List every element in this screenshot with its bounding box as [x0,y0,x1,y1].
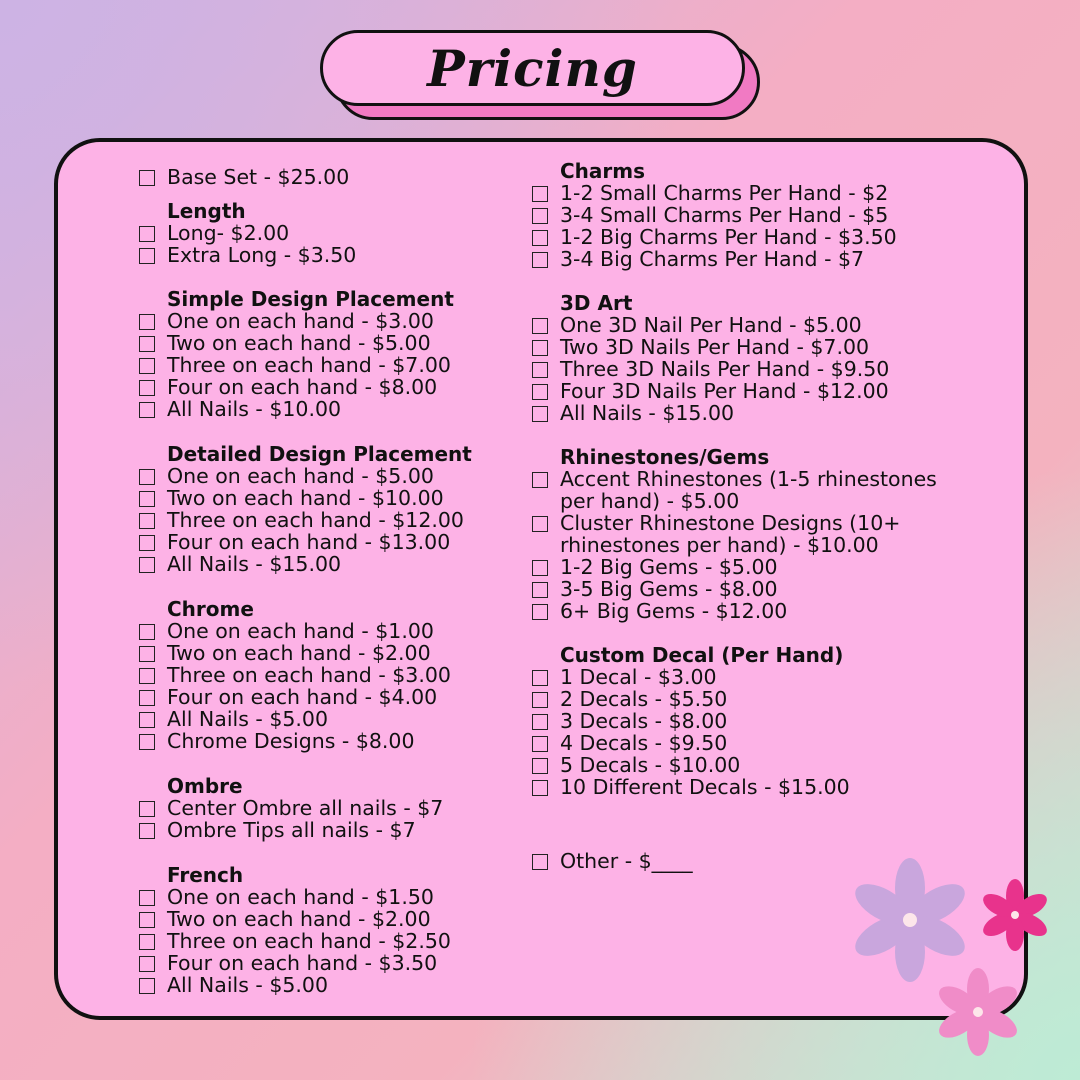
section-chrome [137,598,507,752]
item-label: Four on each hand - $4.00 [167,685,438,709]
checklist-item[interactable] [530,512,950,556]
checklist-item[interactable] [137,642,507,664]
item-label: Four on each hand - $3.50 [167,951,438,975]
checkbox[interactable] [532,318,548,334]
item-label: Base Set - $25.00 [167,165,350,189]
item-label: Chrome Designs - $8.00 [167,729,415,753]
checklist-item[interactable] [137,974,507,996]
checklist-item[interactable] [137,886,507,908]
item-label: 3-5 Big Gems - $8.00 [560,577,778,601]
checklist-item[interactable] [137,952,507,974]
item-label: Three on each hand - $2.50 [167,929,451,953]
checkbox[interactable] [532,230,548,246]
checkbox[interactable] [139,956,155,972]
checkbox[interactable] [139,734,155,750]
checklist-item[interactable] [137,244,507,266]
checkbox[interactable] [139,402,155,418]
checklist-item[interactable] [137,553,507,575]
section-detailed-design-placement [137,443,507,575]
item-label: 1 Decal - $3.00 [560,665,717,689]
item-label: Other - $____ [560,849,693,873]
item-label: All Nails - $5.00 [167,973,329,997]
item-label: All Nails - $15.00 [560,401,735,425]
item-label: Three 3D Nails Per Hand - $9.50 [560,357,890,381]
checkbox[interactable] [139,934,155,950]
section-3d-art [530,292,950,424]
section-heading: Length [167,199,246,223]
checkbox[interactable] [139,978,155,994]
checkbox[interactable] [532,758,548,774]
checklist-item[interactable] [137,708,507,730]
section-charms [530,160,950,270]
checklist-item[interactable] [137,620,507,642]
section-heading: Ombre [167,774,243,798]
checkbox[interactable] [532,736,548,752]
checklist-item[interactable] [137,509,507,531]
section-length [137,200,507,266]
checklist-item[interactable] [530,754,950,776]
checkbox[interactable] [532,252,548,268]
item-label: 1-2 Big Charms Per Hand - $3.50 [560,225,897,249]
flower-magenta [978,878,1052,952]
item-label: 5 Decals - $10.00 [560,753,741,777]
flower-lavender [848,858,972,982]
left-sections [137,200,507,996]
checklist-item[interactable] [530,776,950,798]
item-label: 4 Decals - $9.50 [560,731,728,755]
checkbox[interactable] [532,582,548,598]
checkbox[interactable] [532,362,548,378]
checkbox[interactable] [139,823,155,839]
checklist-item[interactable] [137,222,507,244]
item-label: Three on each hand - $3.00 [167,663,451,687]
right-sections [530,160,950,798]
checkbox[interactable] [532,604,548,620]
checkbox[interactable] [532,854,548,870]
checkbox[interactable] [139,890,155,906]
section-heading: Charms [560,159,646,183]
left-column [137,166,507,996]
checklist-item[interactable] [530,226,950,248]
checkbox[interactable] [139,170,155,186]
checklist-item[interactable] [530,248,950,270]
item-label: Long- $2.00 [167,221,290,245]
checklist-item[interactable] [530,380,950,402]
flower-pink [932,966,1024,1058]
item-label: 10 Different Decals - $15.00 [560,775,850,799]
item-label: Two on each hand - $5.00 [167,331,431,355]
checklist-item[interactable] [137,332,507,354]
item-label: All Nails - $10.00 [167,397,342,421]
checkbox[interactable] [532,714,548,730]
section-heading: 3D Art [560,291,633,315]
checkbox[interactable] [139,358,155,374]
checkbox[interactable] [139,557,155,573]
checklist-item[interactable] [530,182,950,204]
checklist-item[interactable] [137,531,507,553]
item-label: Three on each hand - $7.00 [167,353,451,377]
section-french [137,864,507,996]
section-heading: Chrome [167,597,254,621]
item-label: Extra Long - $3.50 [167,243,357,267]
checkbox[interactable] [532,384,548,400]
checklist-item[interactable] [137,310,507,332]
section-ombre [137,775,507,841]
item-label: 2 Decals - $5.50 [560,687,728,711]
checklist-item[interactable] [530,204,950,226]
checkbox[interactable] [139,248,155,264]
checkbox[interactable] [532,560,548,576]
section-heading: Rhinestones/Gems [560,445,770,469]
checkbox[interactable] [532,406,548,422]
checklist-item[interactable] [137,376,507,398]
checkbox[interactable] [139,646,155,662]
item-label: Accent Rhinestones (1-5 rhinestones per hand) - $5.00 [560,467,937,513]
section-heading: French [167,863,244,887]
item-label: Four 3D Nails Per Hand - $12.00 [560,379,889,403]
checkbox[interactable] [139,690,155,706]
item-label: Two on each hand - $2.00 [167,641,431,665]
checklist-item[interactable] [530,336,950,358]
checkbox[interactable] [139,801,155,817]
item-label: Two on each hand - $2.00 [167,907,431,931]
checklist-item[interactable] [530,402,950,424]
checkbox[interactable] [139,513,155,529]
item-label: 3 Decals - $8.00 [560,709,728,733]
checklist-item[interactable] [530,358,950,380]
checklist-item[interactable] [530,314,950,336]
checkbox[interactable] [139,336,155,352]
item-label: One on each hand - $1.00 [167,619,434,643]
item-label: Four on each hand - $13.00 [167,530,451,554]
checkbox[interactable] [139,469,155,485]
section-heading: Custom Decal (Per Hand) [560,643,844,667]
item-label: Two on each hand - $10.00 [167,486,444,510]
checklist-item[interactable] [137,664,507,686]
item-label: One on each hand - $5.00 [167,464,434,488]
checklist-item[interactable] [137,354,507,376]
item-label: Center Ombre all nails - $7 [167,796,444,820]
checklist-item[interactable] [137,686,507,708]
checkbox[interactable] [139,535,155,551]
checklist-item[interactable] [137,930,507,952]
item-label: One 3D Nail Per Hand - $5.00 [560,313,862,337]
item-label: Cluster Rhinestone Designs (10+ rhinestones per hand) - $10.00 [560,511,901,557]
checklist-item[interactable] [137,797,507,819]
checklist-item[interactable] [137,819,507,841]
checklist-item[interactable] [137,487,507,509]
page-title: Pricing [427,38,638,98]
checklist-item[interactable] [137,398,507,420]
checklist-item[interactable] [137,730,507,752]
section-heading: Simple Design Placement [167,287,454,311]
checkbox[interactable] [139,226,155,242]
checkbox[interactable] [532,186,548,202]
checklist-item[interactable] [530,688,950,710]
checkbox[interactable] [532,472,548,488]
checkbox[interactable] [139,668,155,684]
section-rhinestones-gems [530,446,950,622]
checkbox[interactable] [532,670,548,686]
checklist-item[interactable] [530,666,950,688]
item-label: All Nails - $15.00 [167,552,342,576]
item-label: 1-2 Small Charms Per Hand - $2 [560,181,889,205]
item-label: Ombre Tips all nails - $7 [167,818,416,842]
checkbox[interactable] [139,314,155,330]
checkbox[interactable] [532,780,548,796]
checkbox[interactable] [139,380,155,396]
item-label: 1-2 Big Gems - $5.00 [560,555,778,579]
item-label: One on each hand - $1.50 [167,885,434,909]
checklist-item[interactable] [530,556,950,578]
checkbox[interactable] [139,624,155,640]
checkbox[interactable] [139,712,155,728]
right-column [530,160,950,872]
checkbox[interactable] [532,692,548,708]
item-label: All Nails - $5.00 [167,707,329,731]
checkbox[interactable] [139,912,155,928]
checklist-item[interactable] [137,166,507,188]
checklist-item[interactable] [530,600,950,622]
section-custom-decal-per-hand [530,644,950,798]
item-label: 3-4 Small Charms Per Hand - $5 [560,203,889,227]
checkbox[interactable] [532,340,548,356]
item-label: 6+ Big Gems - $12.00 [560,599,788,623]
section-heading: Detailed Design Placement [167,442,472,466]
checkbox[interactable] [139,491,155,507]
section-simple-design-placement [137,288,507,420]
checklist-item[interactable] [530,732,950,754]
checklist-item[interactable] [530,578,950,600]
title-pill [320,30,745,106]
checklist-item[interactable] [530,710,950,732]
item-label: Two 3D Nails Per Hand - $7.00 [560,335,870,359]
checkbox[interactable] [532,208,548,224]
item-label: Four on each hand - $8.00 [167,375,438,399]
item-label: 3-4 Big Charms Per Hand - $7 [560,247,865,271]
checklist-item[interactable] [137,908,507,930]
item-label: Three on each hand - $12.00 [167,508,464,532]
checklist-item[interactable] [530,468,950,512]
item-label: One on each hand - $3.00 [167,309,434,333]
checklist-item[interactable] [137,465,507,487]
checkbox[interactable] [532,516,548,532]
